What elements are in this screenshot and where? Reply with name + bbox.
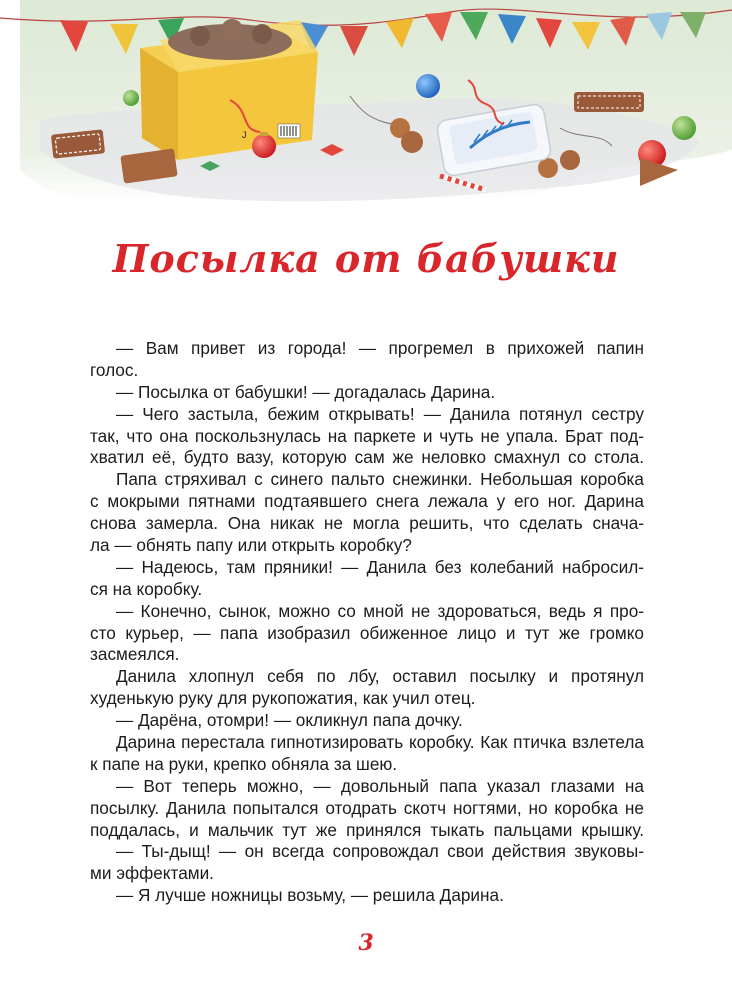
text-line: — Я лучше ножницы возьму, — решила Дарина. [116,885,504,906]
page-number: 3 [358,930,374,956]
text-line: к папе на руки, крепко обняла за шею. [90,753,398,774]
chapter-title: Посылка от бабушки [112,236,620,281]
text-line: ми эффектами. [90,863,214,884]
text-line: ся на коробку. [90,578,203,599]
text-line: с мокрыми пятнами подтаявшего снега лежала у его ног. Дарина [90,491,644,512]
ornament-blue-icon [416,74,440,98]
text-line: — Ты-дыщ! — он всегда сопровождал свои действия звуковы- [116,841,644,862]
text-line: посылку. Данила попытался отодрать скотч ногтями, но коробка не [90,797,644,818]
text-line: — Вот теперь можно, — довольный папа указал глазами на [116,775,644,796]
text-line: — Конечно, сынок, можно со мной не здороваться, ведь я про- [116,600,644,621]
text-line: поддалась, и мальчик тут же принялся тыкать пальцами крышку. [90,819,644,840]
text-line: Дарина перестала гипнотизировать коробку. Как птичка взлетела [116,732,644,753]
parcel-illustration [0,0,732,215]
text-line: снова замерла. Она никак не могла решить, что сделать снача- [90,513,644,534]
text-line: хватил её, будто вазу, которую сам же неловко смахнул со стола. [90,447,644,468]
text-line: так, что она поскользнулась на паркете и чуть не упала. Брат под- [90,425,644,446]
text-line: засмеялся. [90,644,180,665]
text-line: Данила хлопнул себя по лбу, оставил посылку и протянул [116,666,644,687]
ornament-red-icon [252,134,276,158]
text-line: — Посылка от бабушки! — догадалась Дарина. [116,381,496,402]
story-text [90,338,644,907]
text-line: — Дарёна, отомри! — окликнул папа дочку. [116,710,463,731]
box-label: J [242,130,247,140]
text-line: — Вам привет из города! — прогремел в прихожей папин [116,338,644,358]
text-line: худенькую руку для рукопожатия, как учил отец. [90,688,476,709]
text-line: Папа стряхивал с синего пальто снежинки. Небольшая коробка [116,469,644,490]
text-line: голос. [90,359,139,380]
parcel-box [140,19,318,160]
text-line: ла — обнять папу или открыть коробку? [90,535,412,556]
text-line: — Чего застыла, бежим открывать! — Данила потянул сестру [116,403,644,424]
text-line: сто курьер, — папа изобразил обиженное лицо и тут же громко [90,622,644,643]
text-line: — Надеюсь, там пряники! — Данила без колебаний набросил- [116,556,644,577]
